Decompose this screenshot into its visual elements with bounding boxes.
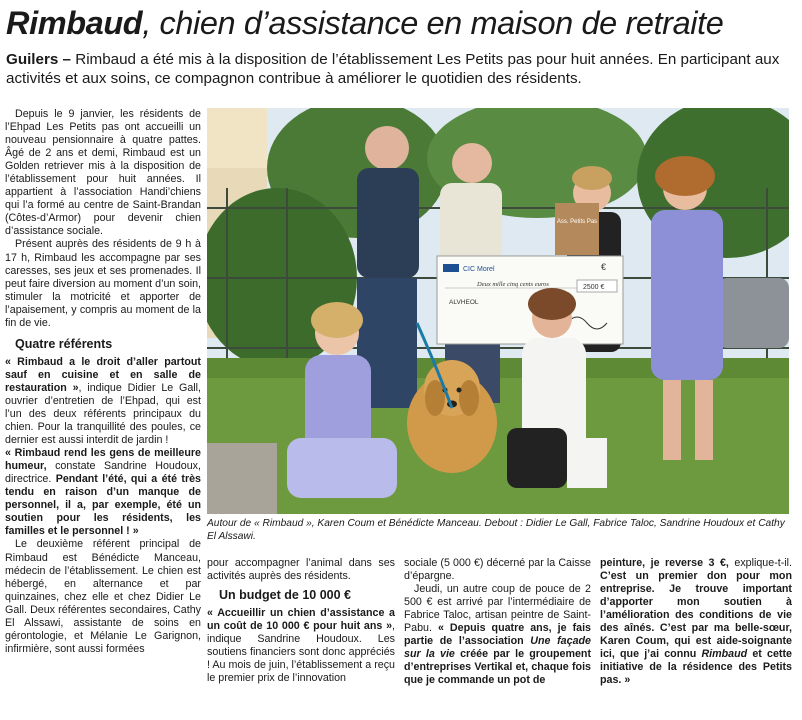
cheque-amount: 2500 € — [583, 284, 605, 291]
photo-caption: Autour de « Rimbaud », Karen Coum et Bénédicte Manceau. Debout : Didier Le Gall, Fabrice Taloc, Sandrine Houdoux et Cathy El Alssawi. — [207, 518, 785, 542]
article-column-2 — [207, 557, 395, 685]
paragraph-text: constate Sandrine Houdoux, directrice. — [5, 460, 201, 486]
paragraph: pour accompagner l’animal dans ses activités auprès des résidents. — [207, 557, 395, 583]
quote-bold: peinture, je reverse 3 €, — [600, 557, 729, 569]
quote-bold — [600, 570, 792, 686]
photo-illustration — [207, 108, 789, 514]
paragraph: Le deuxième référent principal de Rimbaud est Bénédicte Manceau, médecin de l’établissement. Le chien est hébergé, en alternance et par quinzaines, chez elle et chez Didier Le Gall. Deux référentes secondaires, Cathy El Alssawi, assistante de soins en gérontologie, et Mélanie Le Garignon, infirmière, sont aussi formées — [5, 538, 201, 655]
cheque-bank: CIC Morel — [463, 266, 495, 273]
subheading-quatre-referents: Quatre référents — [15, 336, 113, 351]
article-column-3 — [404, 557, 591, 687]
paragraph — [5, 447, 201, 538]
lead-text: Rimbaud a été mis à la disposition de l’établissement Les Petits pas pour huit années. En participant aux activités et aux soins, ce compagnon contribue à améliorer le quotidien des résidents. — [6, 51, 780, 87]
subheading-budget: Un budget de 10 000 € — [219, 588, 351, 603]
quote-part: « Depuis quatre ans, je fais partie de l’association — [404, 622, 591, 648]
cheque-amount-words: Deux mille cinq cents euros — [477, 281, 549, 288]
paragraph-text: Jeudi, un autre coup de pouce de 2 500 € est arrivé par l’intermédiaire de Fabrice Taloc, artisan peintre de Saint-Pabu. — [404, 583, 591, 635]
quote-bold: « Rimbaud a le droit d’aller partout sauf en cuisine et en salle de restauration » — [5, 355, 201, 394]
quote-part: créée par le groupement d’entreprises Vertikal et, chaque fois que je commande un pot de — [404, 648, 591, 687]
quote-bold: « Accueillir un chien d’assistance a un coût de 10 000 € pour huit ans » — [207, 607, 395, 633]
quote-bold: Pendant l’été, qui a été très tendu en raison d’un manque de personnel, il a, par exemple, été un soutien pour les résidents, les familles et le personnel ! » — [5, 473, 201, 538]
article-column-4 — [600, 557, 792, 687]
article-column-1 — [5, 108, 201, 656]
lead-dateline: Guilers – — [6, 51, 71, 68]
paragraph-text: , indique Didier Le Gall, ouvrier d’entretien de l’Ehpad, qui est l’un des deux référents principaux du chien. Pour la tranquillité des poules, ce dernier est aussi interdit de jardin ! — [5, 381, 201, 447]
association-name: Une façade sur la vie — [404, 635, 591, 661]
paragraph — [600, 557, 792, 687]
headline — [6, 4, 796, 42]
paragraph: sociale (5 000 €) décerné par la Caisse d’épargne. — [404, 557, 591, 583]
quote-part: et cette initiative de la résidence des Petits pas. » — [600, 648, 792, 687]
paragraph — [207, 607, 395, 685]
paragraph: Depuis le 9 janvier, les résidents de l’Ehpad Les Petits pas ont accueilli un nouveau pensionnaire à quatre pattes. Âgé de 2 ans et demi, Rimbaud est un Golden retriever mis à la disposition de l’établissement pour huit années. Il appartient à l’association Handi’chiens qui l’a formé au centre de Saint-Brandan (Côtes-d’Armor) pour devenir chien d’assistance sociale. — [5, 108, 201, 238]
lead-paragraph — [6, 50, 796, 88]
paragraph-text: explique-t-il. — [728, 557, 792, 569]
headline-dog-name: Rimbaud — [6, 5, 143, 41]
cheque-payee: ALVHEOL — [449, 299, 479, 306]
paragraph: Présent auprès des résidents de 9 h à 17 h, Rimbaud les accompagne par ses caresses, ses jeux et ses promenades. Il peut faire diversion au moment d’un soin, stimuler la motricité et apporter de l’apaisement, y compris au moment de la fin de vie. — [5, 238, 201, 329]
paragraph — [404, 583, 591, 687]
quote-part: C’est un premier don pour mon entreprise. Je trouve important d’apporter mon soutien à l’amélioration des conditions de vie des aînés. C’est par ma belle-sœur, Karen Coum, qui est aide-soignante ici, que j’ai connu — [600, 570, 792, 661]
article-photo — [207, 108, 789, 514]
dog-name: Rimbaud — [701, 648, 748, 661]
cheque-currency: € — [601, 262, 607, 272]
paragraph-text: , indique Sandrine Houdoux. Les soutiens financiers sont donc appréciés ! Au mois de juin, l’établissement a reçu le premier prix de l’innovation — [207, 620, 395, 685]
paragraph — [5, 356, 201, 447]
sign-text: Ass. Petits Pas — [556, 219, 598, 225]
quote-bold: « Rimbaud rend les gens de meilleure humeur, — [5, 447, 201, 473]
headline-rest: , chien d’assistance en maison de retraite — [142, 5, 724, 41]
